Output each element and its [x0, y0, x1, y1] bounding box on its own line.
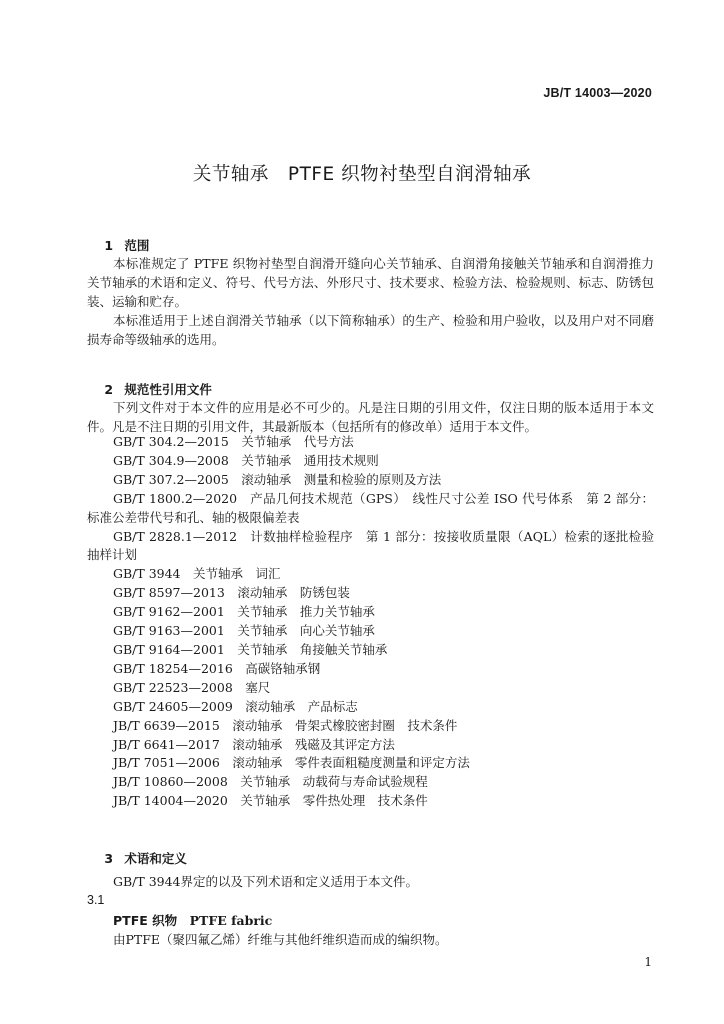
term-definition: 由PTFE（聚四氟乙烯）纤维与其他纤维织造而成的编织物。	[113, 932, 448, 947]
reference-item: GB/T 9162—2001 关节轴承 推力关节轴承	[113, 604, 375, 620]
reference-item: JB/T 6641—2017 滚动轴承 残磁及其评定方法	[113, 736, 395, 752]
section-number: 3	[104, 851, 114, 866]
section-2-intro	[87, 398, 654, 436]
section-number: 1	[104, 238, 114, 253]
section-title: 范围	[124, 238, 150, 253]
section-title: 规范性引用文件	[124, 382, 212, 397]
reference-item: JB/T 7051—2006 滚动轴承 零件表面粗糙度测量和评定方法	[113, 755, 470, 771]
reference-item: GB/T 22523—2008 塞尺	[113, 679, 271, 695]
term-name-en: PTFE fabric	[189, 913, 273, 928]
reference-item: JB/T 10860—2008 关节轴承 动载荷与寿命试验规程	[113, 774, 428, 790]
section-1-body	[87, 254, 654, 349]
reference-item: GB/T 3944 关节轴承 词汇	[113, 566, 281, 582]
section-title: 术语和定义	[124, 851, 187, 866]
reference-item: GB/T 2828.1—2012 计数抽样检验程序 第 1 部分：按接收质量限（AQL）检索的逐批检验抽样计划	[87, 528, 654, 563]
reference-item: GB/T 8597—2013 滚动轴承 防锈包装	[113, 585, 350, 601]
reference-item: GB/T 307.2—2005 滚动轴承 测量和检验的原则及方法	[113, 471, 442, 487]
standard-code: JB/T 14003—2020	[543, 86, 652, 100]
term-number: 3.1	[87, 893, 105, 907]
reference-item: JB/T 14004—2020 关节轴承 零件热处理 技术条件	[113, 793, 428, 809]
section-number: 2	[104, 382, 114, 397]
reference-item: GB/T 304.9—2008 关节轴承 通用技术规则	[113, 452, 379, 468]
section-3-intro: GB/T 3944界定的以及下列术语和定义适用于本文件。	[113, 874, 419, 889]
paragraph: 本标准适用于上述自润滑关节轴承（以下简称轴承）的生产、检验和用户验收，以及用户对不同磨损寿命等级轴承的选用。	[87, 313, 654, 347]
reference-item: GB/T 304.2—2015 关节轴承 代号方法	[113, 434, 354, 449]
paragraph: 本标准规定了 PTFE 织物衬垫型自润滑开缝向心关节轴承、自润滑角接触关节轴承和自润滑推力关节轴承的术语和定义、符号、代号方法、外形尺寸、技术要求、检验方法、检验规则、标志、防锈包装、运输和贮存。	[87, 256, 654, 309]
document-title: 关节轴承 PTFE 织物衬垫型自润滑轴承	[192, 164, 532, 185]
reference-item: GB/T 18254—2016 高碳铬轴承钢	[113, 660, 321, 676]
page-number: 1	[644, 955, 652, 969]
reference-item: GB/T 1800.2—2020 产品几何技术规范（GPS） 线性尺寸公差 ISO 代号体系 第 2 部分：标准公差带代号和孔、轴的极限偏差表	[87, 490, 654, 525]
reference-item: JB/T 6639—2015 滚动轴承 骨架式橡胶密封圈 技术条件	[113, 717, 458, 733]
reference-list	[87, 433, 654, 811]
paragraph: 下列文件对于本文件的应用是必不可少的。凡是注日期的引用文件，仅注日期的版本适用于本文件。凡是不注日期的引用文件，其最新版本（包括所有的修改单）适用于本文件。	[87, 400, 654, 434]
reference-item: GB/T 9163—2001 关节轴承 向心关节轴承	[113, 623, 375, 639]
term-entry	[113, 911, 272, 929]
reference-item: GB/T 24605—2009 滚动轴承 产品标志	[113, 698, 358, 714]
term-name-zh: PTFE 织物	[113, 913, 178, 928]
reference-item: GB/T 9164—2001 关节轴承 角接触关节轴承	[113, 641, 388, 657]
